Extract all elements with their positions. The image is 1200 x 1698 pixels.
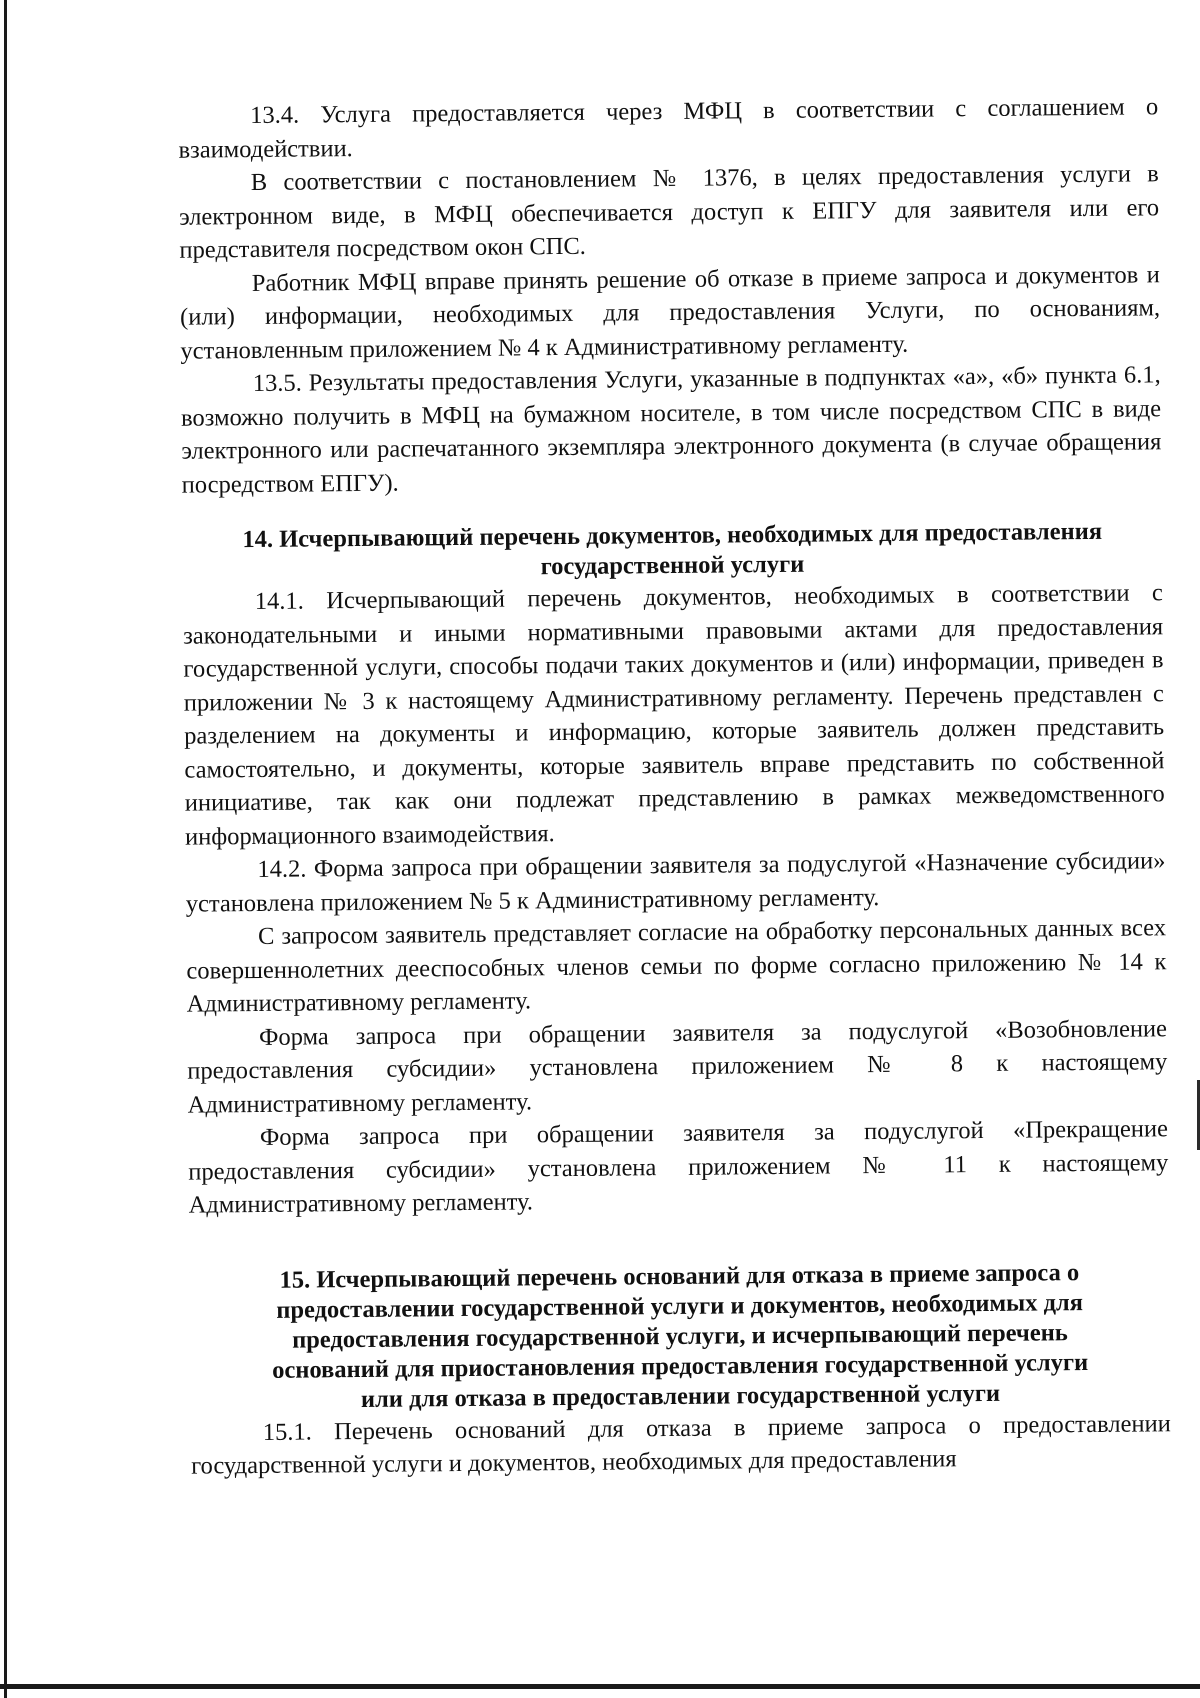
document-page: [178, 90, 1171, 1483]
section-14-heading: 14. Исчерпывающий перечень документов, необходимых для предоставления государственной услуги: [242, 517, 1103, 581]
paragraph-14-2: 14.2. Форма запроса при обращении заявителя за подуслугой «Назначение субсидии» установлена приложением № 5 к Административному регламенту.: [185, 847, 1166, 918]
scan-edge-left: [4, 0, 7, 1698]
paragraph-resumption-form: Форма запроса при обращении заявителя за подуслугой «Возобновление предоставления субсидии» установлена приложением № 8 к настоящему Административному регламенту.: [187, 1014, 1168, 1119]
paragraph-15-1: 15.1. Перечень оснований для отказа в приеме запроса о предоставлении государственной услуги и документов, необходимых для предоставления: [191, 1409, 1171, 1480]
section-15-heading: 15. Исчерпывающий перечень оснований для отказа в приеме запроса о предоставлении государственной услуги и документов, необходимых для предоставления государственной услуги, и исчерпывающий перечень оснований для приостановления предоставления государственной услуги или для отказа в предоставлении государственной услуги: [272, 1258, 1089, 1413]
paragraph-consent: С запросом заявитель представляет согласие на обработку персональных данных всех совершеннолетних дееспособных членов семьи по форме согласно приложению № 14 к Административному регламенту.: [186, 914, 1167, 1018]
paragraph-13-4: 13.4. Услуга предоставляется через МФЦ в соответствии с соглашением о взаимодействии.: [178, 93, 1159, 164]
paragraph-mfc-refusal: Работник МФЦ вправе принять решение об отказе в приеме запроса и документов и (или) информации, необходимых для предоставления Услуги, по основаниям, установленным приложением № 4 к Административному регламенту.: [179, 260, 1161, 365]
section-14: [183, 576, 1169, 1222]
scan-edge-bottom: [0, 1684, 1200, 1689]
paragraph-postanovlenie-1376: В соответствии с постановлением № 1376, в целях предоставления услуги в электронном виде, в МФЦ обеспечивается доступ к ЕПГУ для заявителя или его представителя посредством окон СПС.: [179, 160, 1160, 264]
paragraph-termination-form: Форма запроса при обращении заявителя за подуслугой «Прекращение предоставления субсидии» установлена приложением № 11 к настоящему Административному регламенту.: [188, 1115, 1169, 1219]
section-13: [178, 90, 1162, 501]
paragraph-14-1: 14.1. Исчерпывающий перечень документов, необходимых в соответствии с законодательными и иными нормативными правовыми актами для предоставления государственной услуги, способы подачи таких документов и (или) информации, приведен в приложении № 3 к настоящему Административному регламенту. Перечень представлен с разделением на документы и информацию, которые заявитель должен представить самостоятельно, и документы, которые заявитель вправе представить по собственной инициативе, так как они подлежат представлению в рамках межведомственного информационного взаимодействия.: [183, 579, 1165, 851]
section-15: [191, 1407, 1172, 1483]
paragraph-13-5: 13.5. Результаты предоставления Услуги, указанные в подпунктах «а», «б» пункта 6.1, возможно получить в МФЦ на бумажном носителе, в том числе посредством СПС в виде электронного или распечатанного экземпляра электронного документа (в случае обращения посредством ЕПГУ).: [180, 361, 1162, 499]
